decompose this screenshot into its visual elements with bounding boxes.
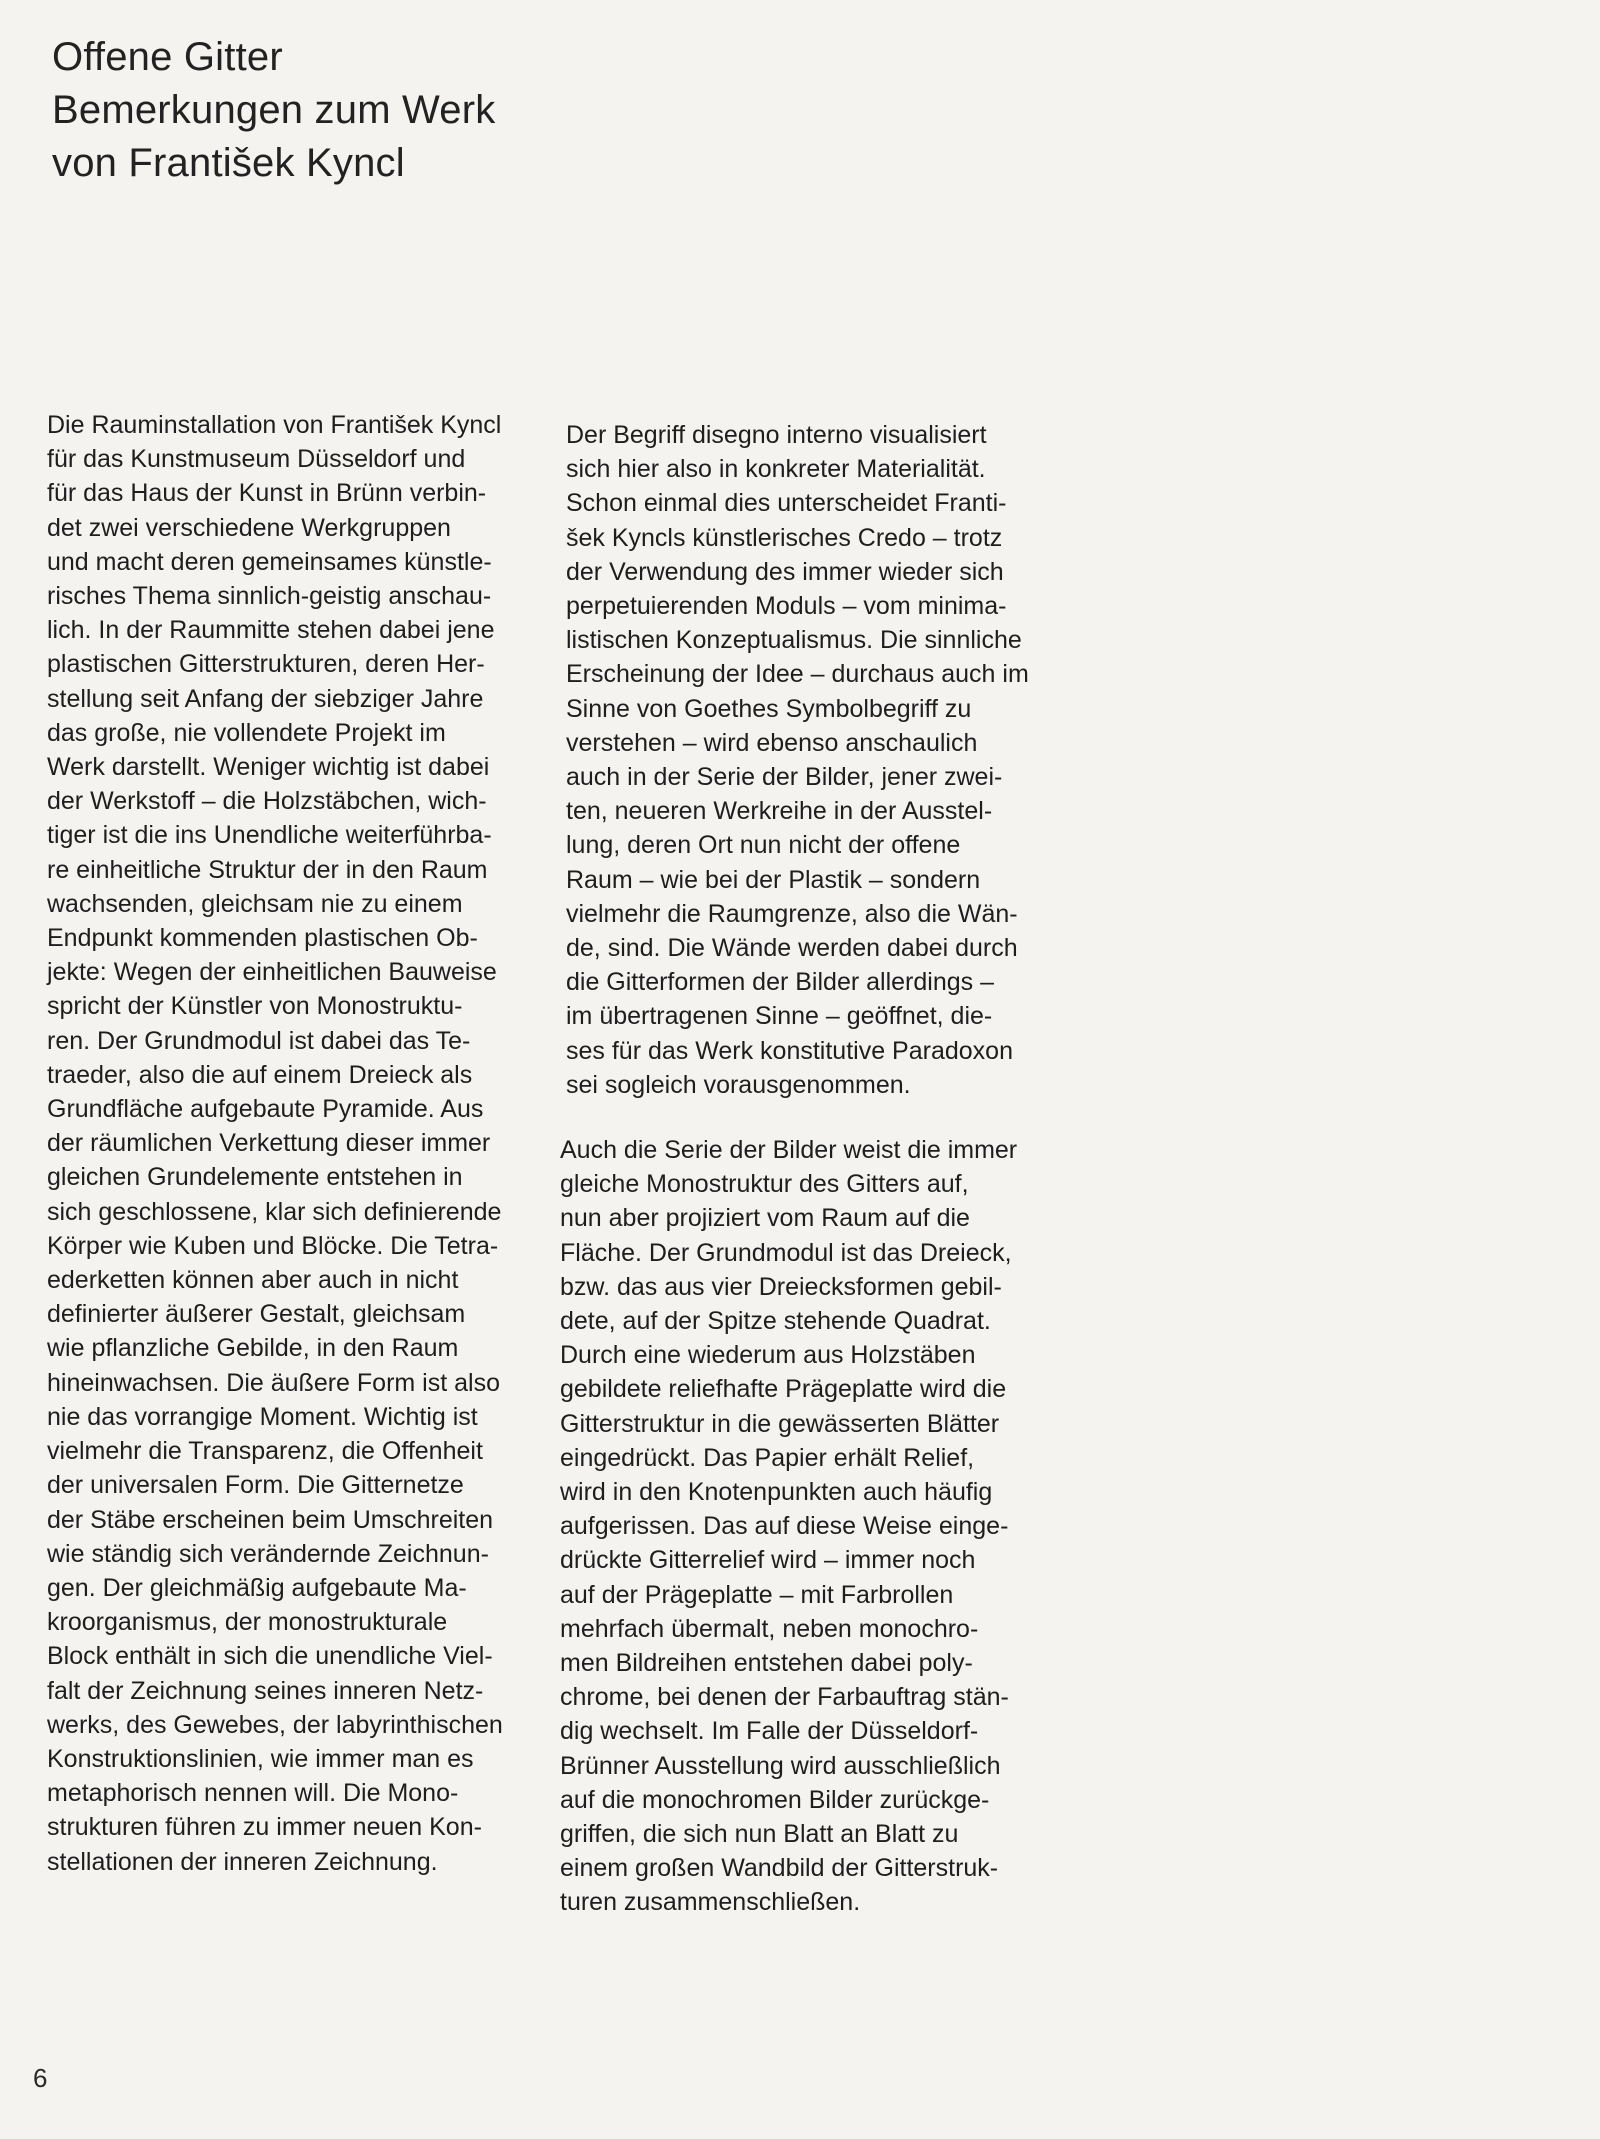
text-line: vielmehr die Transparenz, die Offenheit	[47, 1437, 483, 1466]
text-line: Durch eine wiederum aus Holzstäben	[560, 1341, 976, 1370]
text-line: ses für das Werk konstitutive Paradoxon	[566, 1036, 1013, 1065]
text-line: Werk darstellt. Weniger wichtig ist dabei	[47, 753, 490, 782]
text-line: stellationen der inneren Zeichnung.	[47, 1847, 438, 1876]
text-line: sich hier also in konkreter Materialität.	[566, 455, 986, 484]
text-line: Block enthält in sich die unendliche Viel-	[47, 1642, 493, 1671]
text-line: wachsenden, gleichsam nie zu einem	[47, 889, 463, 918]
page-title	[52, 31, 952, 190]
text-line: nun aber projiziert vom Raum auf die	[560, 1204, 970, 1233]
text-line: gebildete reliefhafte Prägeplatte wird die	[560, 1375, 1007, 1404]
text-line: det zwei verschiedene Werkgruppen	[47, 513, 451, 542]
left-column-text	[47, 408, 547, 1879]
text-line: Fläche. Der Grundmodul ist das Dreieck,	[560, 1238, 1012, 1267]
text-line: der Stäbe erscheinen beim Umschreiten	[47, 1505, 494, 1534]
text-line: auch in der Serie der Bilder, jener zwei-	[566, 763, 1003, 792]
text-line: nie das vorrangige Moment. Wichtig ist	[47, 1402, 478, 1431]
text-line: der räumlichen Verkettung dieser immer	[47, 1129, 491, 1158]
text-line: griffen, die sich nun Blatt an Blatt zu	[560, 1820, 959, 1849]
text-line: metaphorisch nennen will. Die Mono-	[47, 1779, 459, 1808]
text-line: chrome, bei denen der Farbauftrag stän-	[560, 1683, 1009, 1712]
text-line: lich. In der Raummitte stehen dabei jene	[47, 616, 495, 645]
text-line: Erscheinung der Idee – durchaus auch im	[566, 660, 1029, 689]
text-line: Brünner Ausstellung wird ausschließlich	[560, 1751, 1001, 1780]
text-line: für das Kunstmuseum Düsseldorf und	[47, 445, 466, 474]
text-line: auf die monochromen Bilder zurückge-	[560, 1785, 990, 1814]
text-line: Konstruktionslinien, wie immer man es	[47, 1744, 474, 1773]
text-line: Sinne von Goethes Symbolbegriff zu	[566, 694, 972, 723]
text-line: lung, deren Ort nun nicht der offene	[566, 831, 961, 860]
text-line: šek Kyncls künstlerisches Credo – trotz	[566, 523, 1003, 552]
title-line: von František Kyncl	[52, 140, 405, 185]
text-line: das große, nie vollendete Projekt im	[47, 718, 446, 747]
text-line: Der Begriff disegno interno visualisiert	[566, 421, 987, 449]
text-line: der Werkstoff – die Holzstäbchen, wich-	[47, 787, 487, 816]
text-line: im übertragenen Sinne – geöffnet, die-	[566, 1002, 993, 1031]
text-line: listischen Konzeptualismus. Die sinnliche	[566, 626, 1022, 655]
text-line: vielmehr die Raumgrenze, also die Wän-	[566, 899, 1018, 928]
text-line: eingedrückt. Das Papier erhält Relief,	[560, 1443, 975, 1472]
text-line: dete, auf der Spitze stehende Quadrat.	[560, 1307, 991, 1336]
text-line: dig wechselt. Im Falle der Düsseldorf-	[560, 1717, 979, 1746]
text-line: gleiche Monostruktur des Gitters auf,	[560, 1170, 969, 1199]
text-line: ren. Der Grundmodul ist dabei das Te-	[47, 1026, 471, 1055]
text-line: tiger ist die ins Unendliche weiterführba-	[47, 821, 492, 850]
text-line: falt der Zeichnung seines inneren Netz-	[47, 1676, 484, 1705]
text-line: perpetuierenden Moduls – vom minima-	[566, 592, 1007, 621]
text-line: traeder, also die auf einem Dreieck als	[47, 1060, 473, 1089]
right-column-paragraph-1	[566, 418, 1066, 1102]
text-line: sei sogleich vorausgenommen.	[566, 1070, 911, 1099]
text-line: hineinwachsen. Die äußere Form ist also	[47, 1368, 500, 1397]
text-line: Endpunkt kommenden plastischen Ob-	[47, 924, 478, 953]
text-line: Gitterstruktur in die gewässerten Blätter	[560, 1409, 1000, 1438]
text-line: sich geschlossene, klar sich definierende	[47, 1197, 502, 1226]
text-line: verstehen – wird ebenso anschaulich	[566, 728, 978, 757]
text-line: Raum – wie bei der Plastik – sondern	[566, 865, 981, 894]
text-line: Körper wie Kuben und Blöcke. Die Tetra-	[47, 1231, 499, 1260]
text-line: men Bildreihen entstehen dabei poly-	[560, 1649, 973, 1678]
text-line: spricht der Künstler von Monostruktu-	[47, 992, 463, 1021]
page-number: 6	[33, 2063, 48, 2093]
title-line: Offene Gitter	[52, 34, 283, 79]
text-line: bzw. das aus vier Dreiecksformen gebil-	[560, 1272, 1002, 1301]
text-line: für das Haus der Kunst in Brünn verbin-	[47, 479, 487, 508]
text-line: wie ständig sich verändernde Zeichnun-	[47, 1539, 489, 1568]
text-line: wird in den Knotenpunkten auch häufig	[560, 1478, 993, 1507]
text-line: drückte Gitterrelief wird – immer noch	[560, 1546, 976, 1575]
text-line: stellung seit Anfang der siebziger Jahre	[47, 684, 484, 713]
text-line: strukturen führen zu immer neuen Kon-	[47, 1813, 482, 1842]
text-line: einem großen Wandbild der Gitterstruk-	[560, 1854, 999, 1883]
text-line: Schon einmal dies unterscheidet Franti-	[566, 489, 1007, 518]
text-line: gleichen Grundelemente entstehen in	[47, 1163, 463, 1192]
text-line: auf der Prägeplatte – mit Farbrollen	[560, 1580, 954, 1609]
text-line: ten, neueren Werkreihe in der Ausstel-	[566, 797, 993, 826]
text-line: Auch die Serie der Bilder weist die immer	[560, 1136, 1018, 1164]
text-line: gen. Der gleichmäßig aufgebaute Ma-	[47, 1573, 467, 1602]
text-line: werks, des Gewebes, der labyrinthischen	[47, 1710, 503, 1739]
text-line: definierter äußerer Gestalt, gleichsam	[47, 1300, 466, 1329]
text-line: wie pflanzliche Gebilde, in den Raum	[47, 1334, 459, 1363]
text-line: der Verwendung des immer wieder sich	[566, 557, 1004, 586]
text-line: jekte: Wegen der einheitlichen Bauweise	[47, 958, 497, 987]
text-line: Grundfläche aufgebaute Pyramide. Aus	[47, 1095, 484, 1124]
text-line: plastischen Gitterstrukturen, deren Her-	[47, 650, 485, 679]
text-line: turen zusammenschließen.	[560, 1888, 861, 1917]
text-line: kroorganismus, der monostrukturale	[47, 1608, 448, 1637]
text-line: der universalen Form. Die Gitternetze	[47, 1471, 464, 1500]
text-line: re einheitliche Struktur der in den Raum	[47, 855, 488, 884]
text-line: Die Rauminstallation von František Kyncl	[47, 411, 502, 439]
text-line: mehrfach übermalt, neben monochro-	[560, 1614, 979, 1643]
right-column-paragraph-2	[560, 1133, 1060, 1920]
text-line: die Gitterformen der Bilder allerdings –	[566, 968, 994, 997]
text-line: und macht deren gemeinsames künstle-	[47, 547, 492, 576]
title-line: Bemerkungen zum Werk	[52, 87, 496, 132]
text-line: risches Thema sinnlich-geistig anschau-	[47, 582, 492, 611]
text-line: aufgerissen. Das auf diese Weise einge-	[560, 1512, 1009, 1541]
text-line: ederketten können aber auch in nicht	[47, 1266, 459, 1295]
text-line: de, sind. Die Wände werden dabei durch	[566, 934, 1018, 963]
